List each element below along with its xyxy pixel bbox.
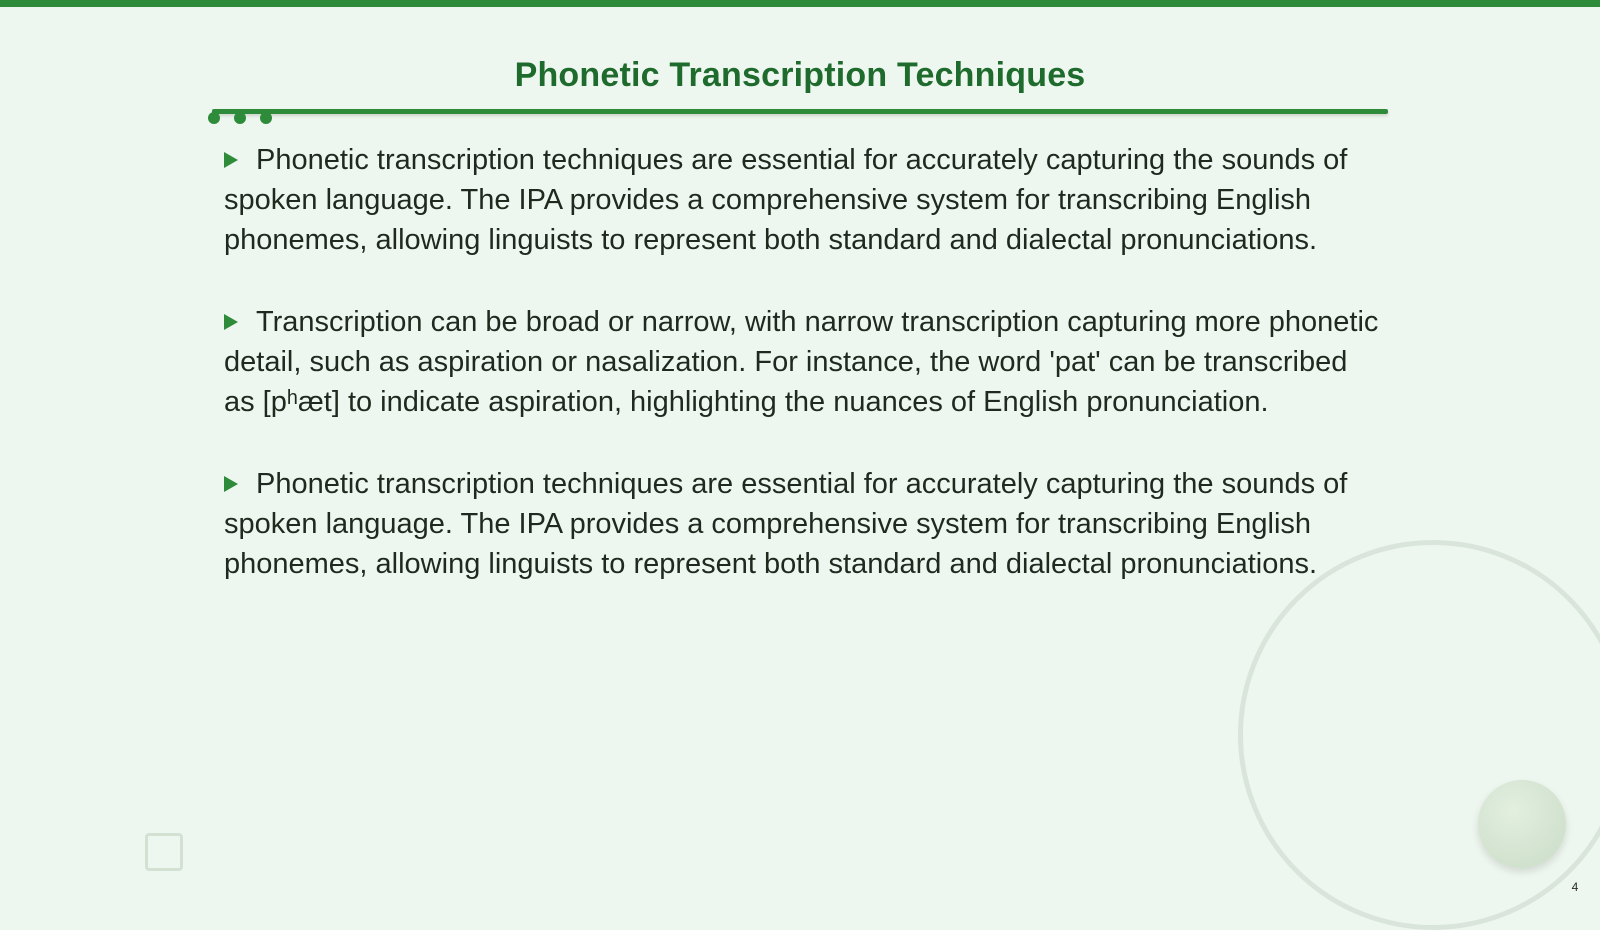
title-underline xyxy=(212,109,1388,114)
bullet-text: Phonetic transcription techniques are essential for accurately capturing the sounds of spoken language. The IPA provides a comprehensive system for transcribing English phonemes, allowing linguists to represent both standard and dialectal pronunciations. xyxy=(224,144,1348,256)
bullet-paragraph xyxy=(224,464,1384,584)
slide-title: Phonetic Transcription Techniques xyxy=(514,56,1086,94)
decorative-circle xyxy=(1478,780,1566,868)
bullet-paragraph xyxy=(224,302,1384,422)
decorative-ring xyxy=(1238,540,1600,930)
top-accent-bar xyxy=(0,0,1600,7)
decorative-dot xyxy=(208,112,220,124)
decorative-dot xyxy=(234,112,246,124)
bullet-text: Transcription can be broad or narrow, with narrow transcription capturing more phonetic detail, such as aspiration or nasalization. For instance, the word 'pat' can be transcribed as [pʰæt] to indicate aspiration, highlighting the nuances of English pronunciation. xyxy=(224,306,1379,418)
page-number: 4 xyxy=(1571,880,1579,894)
triangle-bullet-icon xyxy=(224,152,238,168)
bullet-text: Phonetic transcription techniques are essential for accurately capturing the sounds of spoken language. The IPA provides a comprehensive system for transcribing English phonemes, allowing linguists to represent both standard and dialectal pronunciations. xyxy=(224,468,1348,580)
bullet-paragraph xyxy=(224,140,1384,260)
triangle-bullet-icon xyxy=(224,314,238,330)
decorative-square xyxy=(145,833,183,871)
decorative-dot xyxy=(260,112,272,124)
triangle-bullet-icon xyxy=(224,476,238,492)
bullet-list xyxy=(224,140,1384,626)
